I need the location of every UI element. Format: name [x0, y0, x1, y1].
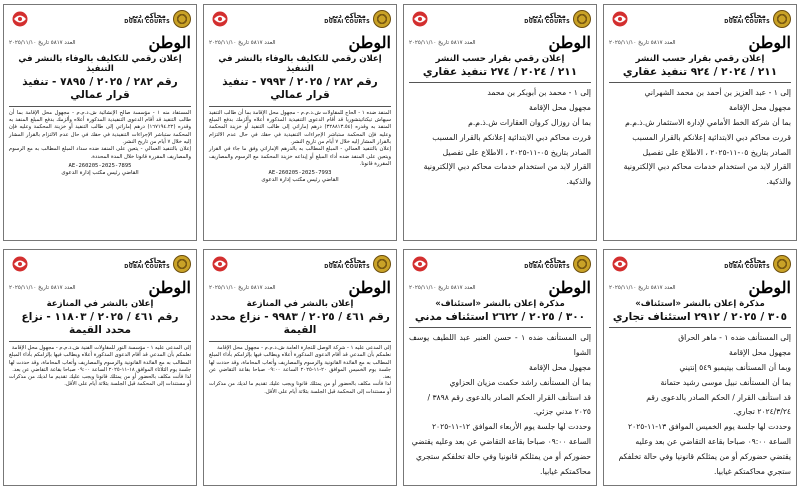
notice-body: [209, 345, 391, 396]
notice-paragraph: إلى المستأنف ضده ١ - حسن العنبر عبد اللطيف يوسف الشوا: [409, 333, 591, 358]
government-logo-icon: [609, 10, 631, 28]
court-name-ar: محاكم دبي: [528, 257, 566, 265]
court-name-ar: محاكم دبي: [128, 257, 166, 265]
signature-line: القاضي رئيس مكتب إدارة الدعوى: [61, 169, 139, 176]
notice-header: [609, 8, 791, 30]
notice-body: [9, 345, 191, 389]
dubai-emblem-icon: [573, 255, 591, 273]
dubai-courts-logo: [124, 255, 191, 273]
court-notice: [403, 4, 597, 241]
dubai-emblem-icon: [373, 255, 391, 273]
notice-meta: [409, 33, 591, 52]
notice-title: مذكرة إعلان بالنشر «استئناف»: [435, 299, 565, 309]
dubai-emblem-icon: [173, 255, 191, 273]
government-logo-icon: [609, 255, 631, 273]
notice-paragraph: لذا فأنت مكلف بالحضور أو من يمثلك قانونا ويجب عليك تقديم ما لديك من مذكرات أو مستندات إلى المحكمة قبل الجلسة بثلاثة أيام على الأقل.: [209, 381, 391, 395]
divider: [409, 82, 591, 83]
government-logo-icon: [209, 10, 231, 28]
notice-paragraph: المنفذ ضده ١ - الحاج للمقاولات ش.ذ.م.م - مجهول محل الإقامة بما أن طالب التنفيذ سيهاش تيكناتيتشوريا قد أقام الدعوى التنفيذية المذكورة أعلاه وألزمك بدفع المبلغ المنفذ به وقدره (٣٢٨٨١٣.٥٤) درهم إماراتي إلى طالب التنفيذ أو خزينة المحكمة وعليه فإن المحكمة ستباشر الإجراءات التنفيذية في حقك في حال عدم الالتزام بالقرار المشار إليه خلال ٧ أيام من تاريخ النشر.: [209, 109, 392, 145]
dubai-courts-logo: [124, 10, 191, 28]
notice-paragraph: يقتضي حضوركم أو من يمثلكم قانونيا وفي حالة تخلفكم: [618, 451, 791, 461]
notice-paragraph: إلى المدعى عليه ١ - شركة الوصل للتجارة العامة ش.ذ.م.م - مجهول محل الإقامة: [217, 345, 391, 352]
notice-title: إعلان بالنشر في المنازعة: [46, 299, 154, 309]
notice-paragraph: بما أن المستأنف راشد حكمت مزيان الحزاوي: [449, 377, 591, 387]
notice-header: [9, 8, 191, 30]
notice-paragraph: ستجري محاكمتكم غيابيا.: [713, 466, 791, 476]
notice-paragraph: وبما أن المستأنف بيتيمبو ٥٤٩ إنتيني: [679, 363, 791, 372]
notice-header: [609, 253, 791, 275]
notice-paragraph: ٢٠٢٤/٣/٢٤ تجاري.: [733, 407, 791, 417]
newspaper-name: الوطن: [348, 278, 391, 297]
notice-paragraph: وحددت لها جلسة يوم الأربعاء الموافق ١٢-١١-٢٠٢٥: [431, 422, 591, 432]
notice-title: إعلان رقمي بقرار حسب النشر: [635, 54, 765, 64]
notice-paragraph: قررت محاكم دبي الابتدائية إعلانكم بالقرار المسبب: [432, 132, 591, 142]
notice-paragraph: والذكية.: [566, 177, 591, 187]
notice-paragraph: القرار لابد من استخدام خدمات محاكم دبي الإلكترونية: [623, 162, 791, 172]
dubai-emblem-icon: [373, 10, 391, 28]
notice-meta: [209, 33, 391, 52]
issue-number: العدد ٥٨١٧ تاريخ ٢٠٢٥/١١/١٠: [9, 284, 76, 291]
newspaper-name: الوطن: [748, 278, 791, 297]
notice-paragraph: قد استأنف القرار الحكم الصادر بالدعوى رقم ٣٨٩٨ /: [427, 392, 591, 402]
notice-paragraph: مجهول محل الإقامة: [529, 363, 591, 372]
notice-body: [609, 331, 791, 479]
notice-paragraph: إعلان بالتنفيذ العمالي - يتعين على المنفذ ضده سداد المبلغ المطالب به مع الرسوم والمصاريف المقررة قانونا خلال المدة المحددة.: [9, 146, 191, 160]
dubai-courts-logo: [324, 255, 391, 273]
newspaper-name: الوطن: [148, 278, 191, 297]
notice-title: إعلان رقمي للتكليف بالوفاء بالنشر في التنفيذ: [18, 54, 182, 74]
notice-paragraph: الصادر بتاريخ ٠٥-١١-٢٠٢٥ ، الاطلاع على تفصيل: [442, 147, 591, 157]
government-logo-icon: [9, 10, 31, 28]
court-notice: [3, 249, 197, 486]
notice-meta: [409, 278, 591, 297]
notice-meta: [209, 278, 391, 297]
court-name-en: DUBAI COURTS: [724, 19, 770, 25]
case-number: ٢١١ / ٢٠٢٤ / ٩٢٤ تنفيذ عقاري: [622, 65, 778, 78]
newspaper-name: الوطن: [748, 33, 791, 52]
notice-body: [409, 331, 591, 479]
notice-paragraph: الصادر بتاريخ ٠٥-١١-٢٠٢٥ ، الاطلاع على تفصيل: [642, 147, 791, 157]
court-notice: [603, 249, 797, 486]
notice-header: [9, 253, 191, 275]
notice-paragraph: إلى ١ - عبد العزيز بن أحمد بن محمد الشهراني: [644, 88, 791, 98]
newspaper-name: الوطن: [548, 33, 591, 52]
notice-paragraph: الساعة ٠٩:٠٠ صباحا بقاعة التقاضي عن بعد وعليه يقتضي: [411, 436, 591, 446]
dubai-courts-logo: [724, 10, 791, 28]
notice-header: [409, 8, 591, 30]
notice-paragraph: بما أن المستأنف نبيل موسى رشيد حتمانة: [660, 377, 791, 387]
notice-paragraph: حضوركم أو من يمثلكم قانونيا وفي حالة تخلفكم ستجري: [415, 451, 591, 461]
notice-paragraph: المستفاد منه ١ - مؤسسة صالح الإنشائية ش.ذ.م.م - مجهول محل الإقامة بما أن طالب التنفيذ قد أقام الدعوى التنفيذية المذكورة أعلاه وألزمك بدفع المبلغ المنفذ به وقدره (١٦٧١٩٤.٢٢) درهم إماراتي إلى طالب التنفيذ أو خزينة المحكمة وعليه فإن المحكمة ستباشر الإجراءات التنفيذية في حقك في حال عدم الالتزام بالقرار المشار إليه خلال ٧ أيام من تاريخ النشر.: [9, 109, 191, 145]
notice-paragraph: إعلان بالتنفيذ العمالي - المبلغ المطالب به بالدرهم الإماراتي وفق ما جاء في القرار ويتعين على المنفذ ضده أداء المبلغ أو إيداعه خزينة المحكمة مع الرسوم والمصاريف المقررة قانونا.: [209, 146, 391, 167]
divider: [609, 82, 791, 83]
notice-title: إعلان رقمي بقرار حسب النشر: [435, 54, 565, 64]
notice-paragraph: بما أن روزال كروان العقارات ش.ذ.م.م: [468, 118, 591, 127]
notice-paragraph: والذكية.: [766, 177, 791, 187]
notice-title: إعلان بالنشر في المنازعة: [246, 299, 354, 309]
notice-paragraph: بما أن شركة الخط الأمامي لإدارة الاستثمار ش.ذ.م.م: [625, 118, 791, 127]
newspaper-name: الوطن: [148, 33, 191, 52]
notice-meta: [609, 278, 791, 297]
dubai-courts-logo: [724, 255, 791, 273]
notice-paragraph: القرار لابد من استخدام خدمات محاكم دبي الإلكترونية: [423, 162, 591, 172]
court-notice: [603, 4, 797, 241]
case-number: رقم ٢٨٢ / ٢٠٢٥ / ٧٩٩٣ - تنفيذ قرار عمالي: [222, 75, 378, 102]
notice-paragraph: إلى ١ - محمد بن أبوبكر بن محمد: [487, 88, 591, 98]
notice-paragraph: قررت محاكم دبي الابتدائية إعلانكم بالقرار المسبب: [632, 132, 791, 142]
court-name-ar: محاكم دبي: [728, 12, 766, 20]
notice-body: [9, 110, 191, 176]
court-name-ar: محاكم دبي: [528, 12, 566, 20]
court-name-ar: محاكم دبي: [728, 257, 766, 265]
notice-paragraph: مجهول محل الإقامة: [529, 103, 591, 113]
notice-body: [209, 110, 391, 183]
court-name-en: DUBAI COURTS: [124, 264, 170, 270]
government-logo-icon: [409, 10, 431, 28]
notice-body: [409, 86, 591, 190]
notice-title: إعلان رقمي للتكليف بالوفاء بالنشر في التنفيذ: [218, 54, 382, 74]
government-logo-icon: [209, 255, 231, 273]
issue-number: العدد ٥٨١٧ تاريخ ٢٠٢٥/١١/١٠: [609, 284, 676, 291]
dubai-emblem-icon: [573, 10, 591, 28]
case-number: رقم ٤٦١ / ٢٠٢٥ / ٩٩٨٣ - نزاع محدد القيمة: [210, 310, 390, 337]
notice-paragraph: لذا فأنت مكلف بالحضور أو من يمثلك قانونا ويجب عليك تقديم ما لديك من مذكرات أو مستندات إلى المحكمة قبل الجلسة بثلاثة أيام على الأقل.: [9, 374, 191, 388]
notice-header: [209, 253, 391, 275]
court-name-en: DUBAI COURTS: [524, 19, 570, 25]
dubai-courts-logo: [524, 10, 591, 28]
notice-paragraph: نعلمكم بأن المدعي قد أقام الدعوى المذكورة أعلاه ويطالب فيها بإلزامكم بأداء المبلغ المطالب به مع الفائدة القانونية والرسوم والمصاريف وأتعاب المحاماة، وقد حددت لها جلسة يوم الخميس الموافق ٢٠-١١-٢٠٢٥ الساعة ٠٩:٠٠ صباحا بقاعة التقاضي عن بعد.: [209, 352, 391, 381]
notice-title: مذكرة إعلان بالنشر «استئناف»: [635, 299, 765, 309]
notice-paragraph: مجهول محل الإقامة: [729, 348, 791, 358]
notice-meta: [9, 278, 191, 297]
court-notice: [203, 4, 397, 241]
reference-code: AE-260205-2025-7895: [68, 162, 132, 169]
newspaper-name: الوطن: [348, 33, 391, 52]
government-logo-icon: [409, 255, 431, 273]
divider: [209, 341, 391, 342]
court-notice: [3, 4, 197, 241]
divider: [609, 327, 791, 328]
court-notice: [403, 249, 597, 486]
issue-number: العدد ٥٨١٧ تاريخ ٢٠٢٥/١١/١٠: [409, 284, 476, 291]
issue-number: العدد ٥٨١٧ تاريخ ٢٠٢٥/١١/١٠: [209, 284, 276, 291]
court-name-en: DUBAI COURTS: [524, 264, 570, 270]
divider: [209, 106, 391, 107]
divider: [9, 341, 191, 342]
court-name-en: DUBAI COURTS: [724, 264, 770, 270]
notice-header: [409, 253, 591, 275]
notice-meta: [609, 33, 791, 52]
newspaper-name: الوطن: [548, 278, 591, 297]
government-logo-icon: [9, 255, 31, 273]
case-number: رقم ٢٨٢ / ٢٠٢٥ / ٧٨٩٥ - تنفيذ قرار عمالي: [22, 75, 178, 102]
case-number: ٣٠٥ / ٢٠٢٥ / ٢٩١٢ استئناف تجاري: [612, 310, 788, 323]
case-number: ٣٠٠ / ٢٠٢٥ / ٢٦٢٢ استئناف مدني: [414, 310, 586, 323]
court-name-en: DUBAI COURTS: [124, 19, 170, 25]
case-number: ٢١١ / ٢٠٢٤ / ٢٧٤ تنفيذ عقاري: [422, 65, 578, 78]
notice-paragraph: قد استأنف القرار / الحكم الصادر بالدعوى رقم: [646, 392, 791, 402]
court-notice: [203, 249, 397, 486]
notice-paragraph: نعلمكم بأن المدعي قد أقام الدعوى المذكورة أعلاه ويطالب فيها بإلزامكم بأداء المبلغ المطالب به مع الفائدة القانونية والرسوم والمصاريف وأتعاب المحاماة، وقد حددت لها جلسة يوم الثلاثاء الموافق ١٨-١١-٢٠٢٥ الساعة ٠٩:٠٠ صباحا بقاعة التقاضي عن بعد.: [9, 352, 191, 373]
notice-body: [609, 86, 791, 190]
dubai-courts-logo: [324, 10, 391, 28]
dubai-emblem-icon: [173, 10, 191, 28]
court-name-ar: محاكم دبي: [328, 257, 366, 265]
court-name-en: DUBAI COURTS: [324, 264, 370, 270]
signature-line: القاضي رئيس مكتب إدارة الدعوى: [261, 177, 339, 184]
reference-code: AE-260205-2025-7993: [268, 170, 332, 177]
notice-header: [209, 8, 391, 30]
notice-paragraph: الساعة ٠٩:٠٠ صباحا بقاعة التقاضي عن بعد وعليه: [635, 436, 791, 446]
dubai-emblem-icon: [773, 10, 791, 28]
notice-paragraph: وحددت لها جلسة يوم الخميس الموافق ١٣-١١-٢٠٢٥: [628, 422, 791, 432]
notice-meta: [9, 33, 191, 52]
notice-paragraph: مجهول محل الإقامة: [729, 103, 791, 113]
issue-number: العدد ٥٨١٧ تاريخ ٢٠٢٥/١١/١٠: [209, 39, 276, 46]
issue-number: العدد ٥٨١٧ تاريخ ٢٠٢٥/١١/١٠: [409, 39, 476, 46]
case-number: رقم ٤٦١ / ٢٠٢٥ / ١١٨٠٣ - نزاع محدد القيمة: [21, 310, 179, 337]
court-name-ar: محاكم دبي: [128, 12, 166, 20]
notice-paragraph: إلى المستأنف ضده ١ - ماهر الحراق: [678, 333, 791, 343]
issue-number: العدد ٥٨١٧ تاريخ ٢٠٢٥/١١/١٠: [9, 39, 76, 46]
notice-paragraph: ٢٠٢٥ مدني جزئي.: [533, 407, 591, 417]
divider: [9, 106, 191, 107]
dubai-emblem-icon: [773, 255, 791, 273]
court-name-ar: محاكم دبي: [328, 12, 366, 20]
dubai-courts-logo: [524, 255, 591, 273]
divider: [409, 327, 591, 328]
issue-number: العدد ٥٨١٧ تاريخ ٢٠٢٥/١١/١٠: [609, 39, 676, 46]
notice-paragraph: محاكمتكم غيابيا.: [540, 466, 591, 476]
court-name-en: DUBAI COURTS: [324, 19, 370, 25]
notice-paragraph: إلى المدعى عليه ١ - مؤسسة النور للمقاولات الفنية ش.ذ.م.م - مجهول محل الإقامة: [11, 345, 191, 352]
